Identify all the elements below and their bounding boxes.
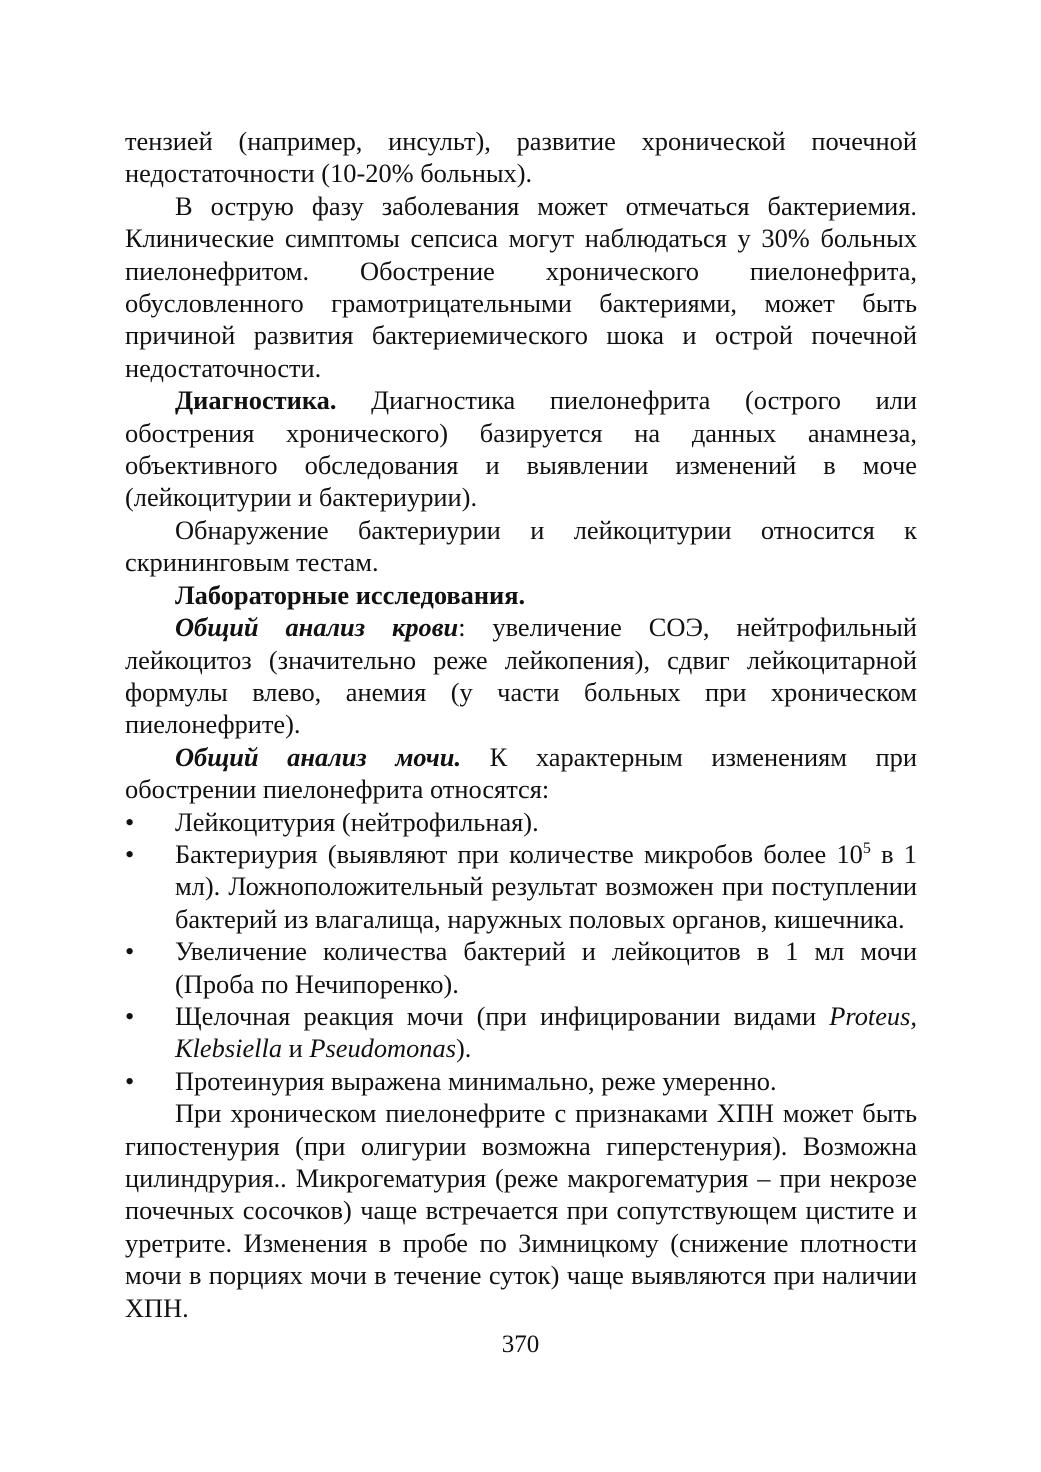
bullet-icon: • [125,1065,135,1096]
paragraph [125,384,917,514]
section-heading-lab-text: Лабораторные исследования. [175,579,526,610]
paragraph: Обнаружение бактериурии и лейкоцитурии относится к скрининговым тестам. [125,514,917,578]
paragraph [125,741,917,806]
term-blood-analysis: Общий анализ крови [175,612,459,643]
bullet-icon: • [125,838,135,869]
bullet-icon: • [125,1000,135,1031]
species-names: Proteus, Klebsiella [175,1000,917,1064]
list-item [125,1065,917,1097]
list-item-text: Лейкоцитурия (нейтрофильная). [175,806,539,837]
section-heading-diagnostics: Диагностика. [175,385,337,416]
list-item-text: Увеличение количества бактерий и лейкоцитов в 1 мл мочи (Проба по Нечипоренко). [175,936,917,999]
bullet-icon: • [125,806,135,837]
paragraph-text: Диагностика пиелонефрита (острого или обострения хронического) базируется на данных анамнеза, объективного обследования и выявлении изменений в моче (лейкоцитурии и бактериурии). [125,385,917,513]
list-item [125,838,917,935]
list-item-text: Бактериурия (выявляют при количестве микробов более $10^5$ в 1 мл). Ложноположительный результат возможен при поступлении бактерий из влагалища, наружных половых органов, кишечника. [175,838,917,934]
list-item-text: Щелочная реакция мочи (при инфицировании видами Proteus, Klebsiella и Pseudomonas). [175,1000,917,1064]
paragraph-text: : увеличение СОЭ, нейтрофильный лейкоцитоз (значительно реже лейкопения), сдвиг лейкоцитарной формулы влево, анемия (у части больных при хроническом пиелонефрите). [125,612,917,740]
list-item [125,935,917,1000]
bullet-icon: • [125,936,135,967]
list-item [125,806,917,838]
term-urine-analysis: Общий анализ мочи. [175,741,462,772]
list-item [125,1000,917,1065]
paragraph: тензией (например, инсульт), развитие хронической почечной недостаточности (10-20% больных). [125,126,917,189]
paragraph [125,611,917,741]
section-heading-lab [125,579,917,611]
list-item-text: Протеинурия выражена минимально, реже умеренно. [175,1065,777,1096]
superscript: 5 [862,840,871,858]
species-name: Pseudomonas [309,1033,456,1064]
paragraph: В острую фазу заболевания может отмечаться бактериемия. Клинические симптомы сепсиса могут наблюдаться у 30% больных пиелонефритом. Обострение хронического пиелонефрита, обусловленного грамотрицательными бактериями, может быть причиной развития бактериемического шока и острой почечной недостаточности. [125,190,917,383]
paragraph: При хроническом пиелонефрите с признаками ХПН может быть гипостенурия (при олигурии возможна гиперстенурия). Возможна цилиндрурия.. Микрогематурия (реже макрогематурия – при некрозе почечных сосочков) чаще встречается при сопутствующем цистите и уретрите. Изменения в пробе по Зимницкому (снижение плотности мочи в порциях мочи в течение суток) чаще выявляются при наличии ХПН. [125,1098,917,1323]
page-body [125,125,917,1324]
paragraph-text: К характерным изменениям при обострении пиелонефрита относятся: [125,741,917,805]
page-number: 370 [501,1331,540,1358]
